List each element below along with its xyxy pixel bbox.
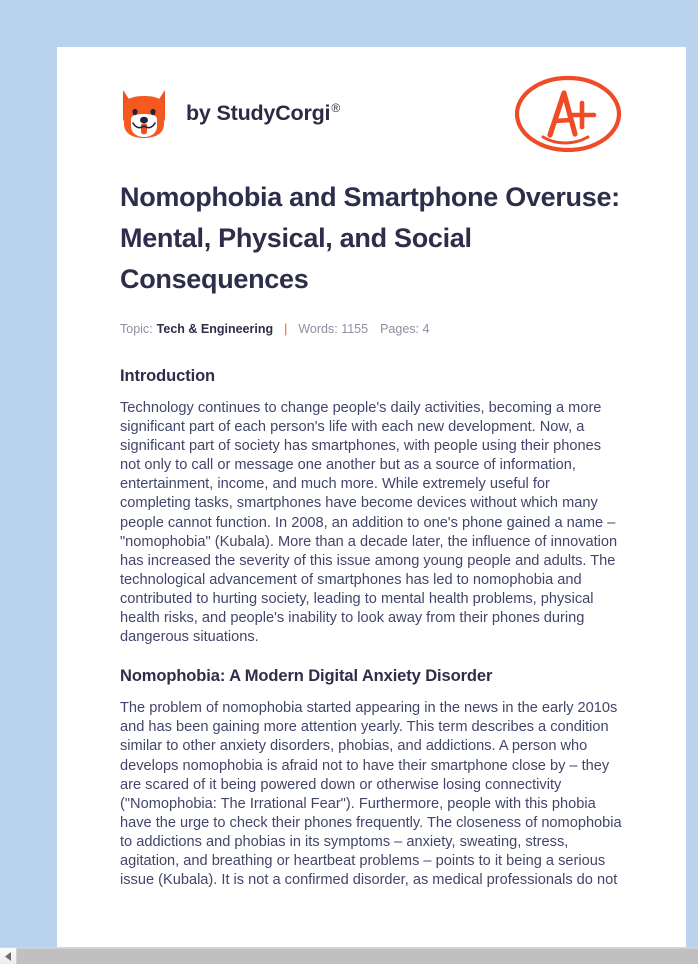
brand-name bbox=[186, 101, 340, 126]
brand-title: StudyCorgi bbox=[216, 101, 331, 126]
document-meta bbox=[120, 322, 624, 336]
page-title: Nomophobia and Smartphone Overuse: Mental, Physical, and Social Consequences bbox=[120, 182, 620, 294]
a-plus-grade-stamp-icon bbox=[512, 73, 624, 155]
horizontal-scrollbar[interactable] bbox=[0, 947, 698, 964]
brand-lockup bbox=[120, 88, 340, 140]
meta-separator: | bbox=[284, 322, 288, 336]
scroll-left-button[interactable] bbox=[0, 948, 17, 964]
topic-label: Topic: bbox=[120, 322, 153, 336]
brand-prefix: by bbox=[186, 101, 217, 126]
registered-trademark-icon: ® bbox=[331, 101, 340, 116]
section-paragraph-nomophobia: The problem of nomophobia started appearing in the news in the early 2010s and has been gaining more attention yearly. This term describes a condition similar to other anxiety disorders, phobias, and addictions. A person who develops nomophobia is afraid not to have their smartphone close by – they are scared of it being powered down or otherwise losing connectivity ("Nomophobia: The Irrational Fear"). Furthermore, people with this phobia have the urge to check their phones frequently. The closeness of nomophobia to addictions and phobias in its symptoms – anxiety, sweating, stress, agitation, and breathing or heartbeat problems – points to it being a serious issue (Kubala). It is not a confirmed disorder, as medical professionals do not bbox=[120, 700, 622, 889]
scroll-thumb[interactable] bbox=[17, 948, 698, 964]
section-heading-introduction: Introduction bbox=[120, 367, 216, 385]
corgi-face-icon bbox=[120, 88, 168, 140]
document-sheet bbox=[57, 47, 686, 951]
document-header bbox=[120, 47, 624, 169]
page-count: Pages: 4 bbox=[380, 322, 430, 336]
word-count: Words: 1155 bbox=[298, 322, 369, 336]
section-heading-nomophobia: Nomophobia: A Modern Digital Anxiety Disorder bbox=[120, 667, 493, 686]
section-paragraph-introduction: Technology continues to change people's daily activities, becoming a more significant part of each person's life with each new development. Now, a significant part of society has smartphones, with people using their phones not only to call or message one another but as a source of information, entertainment, income, and much more. While extremely useful for completing tasks, smartphones have become devices without which many people cannot function. In 2008, an addition to one's phone gained a name – "nomophobia" (Kubala). More than a decade later, the influence of innovation has increased the severity of this issue among young people and adults. The technological advancement of smartphones has led to nomophobia and contributed to hurting society, leading to mental health problems, physical health risks, and people's inability to look away from their phones during dangerous situations. bbox=[120, 400, 618, 646]
topic-value[interactable]: Tech & Engineering bbox=[156, 322, 274, 336]
chevron-left-icon bbox=[5, 952, 12, 961]
